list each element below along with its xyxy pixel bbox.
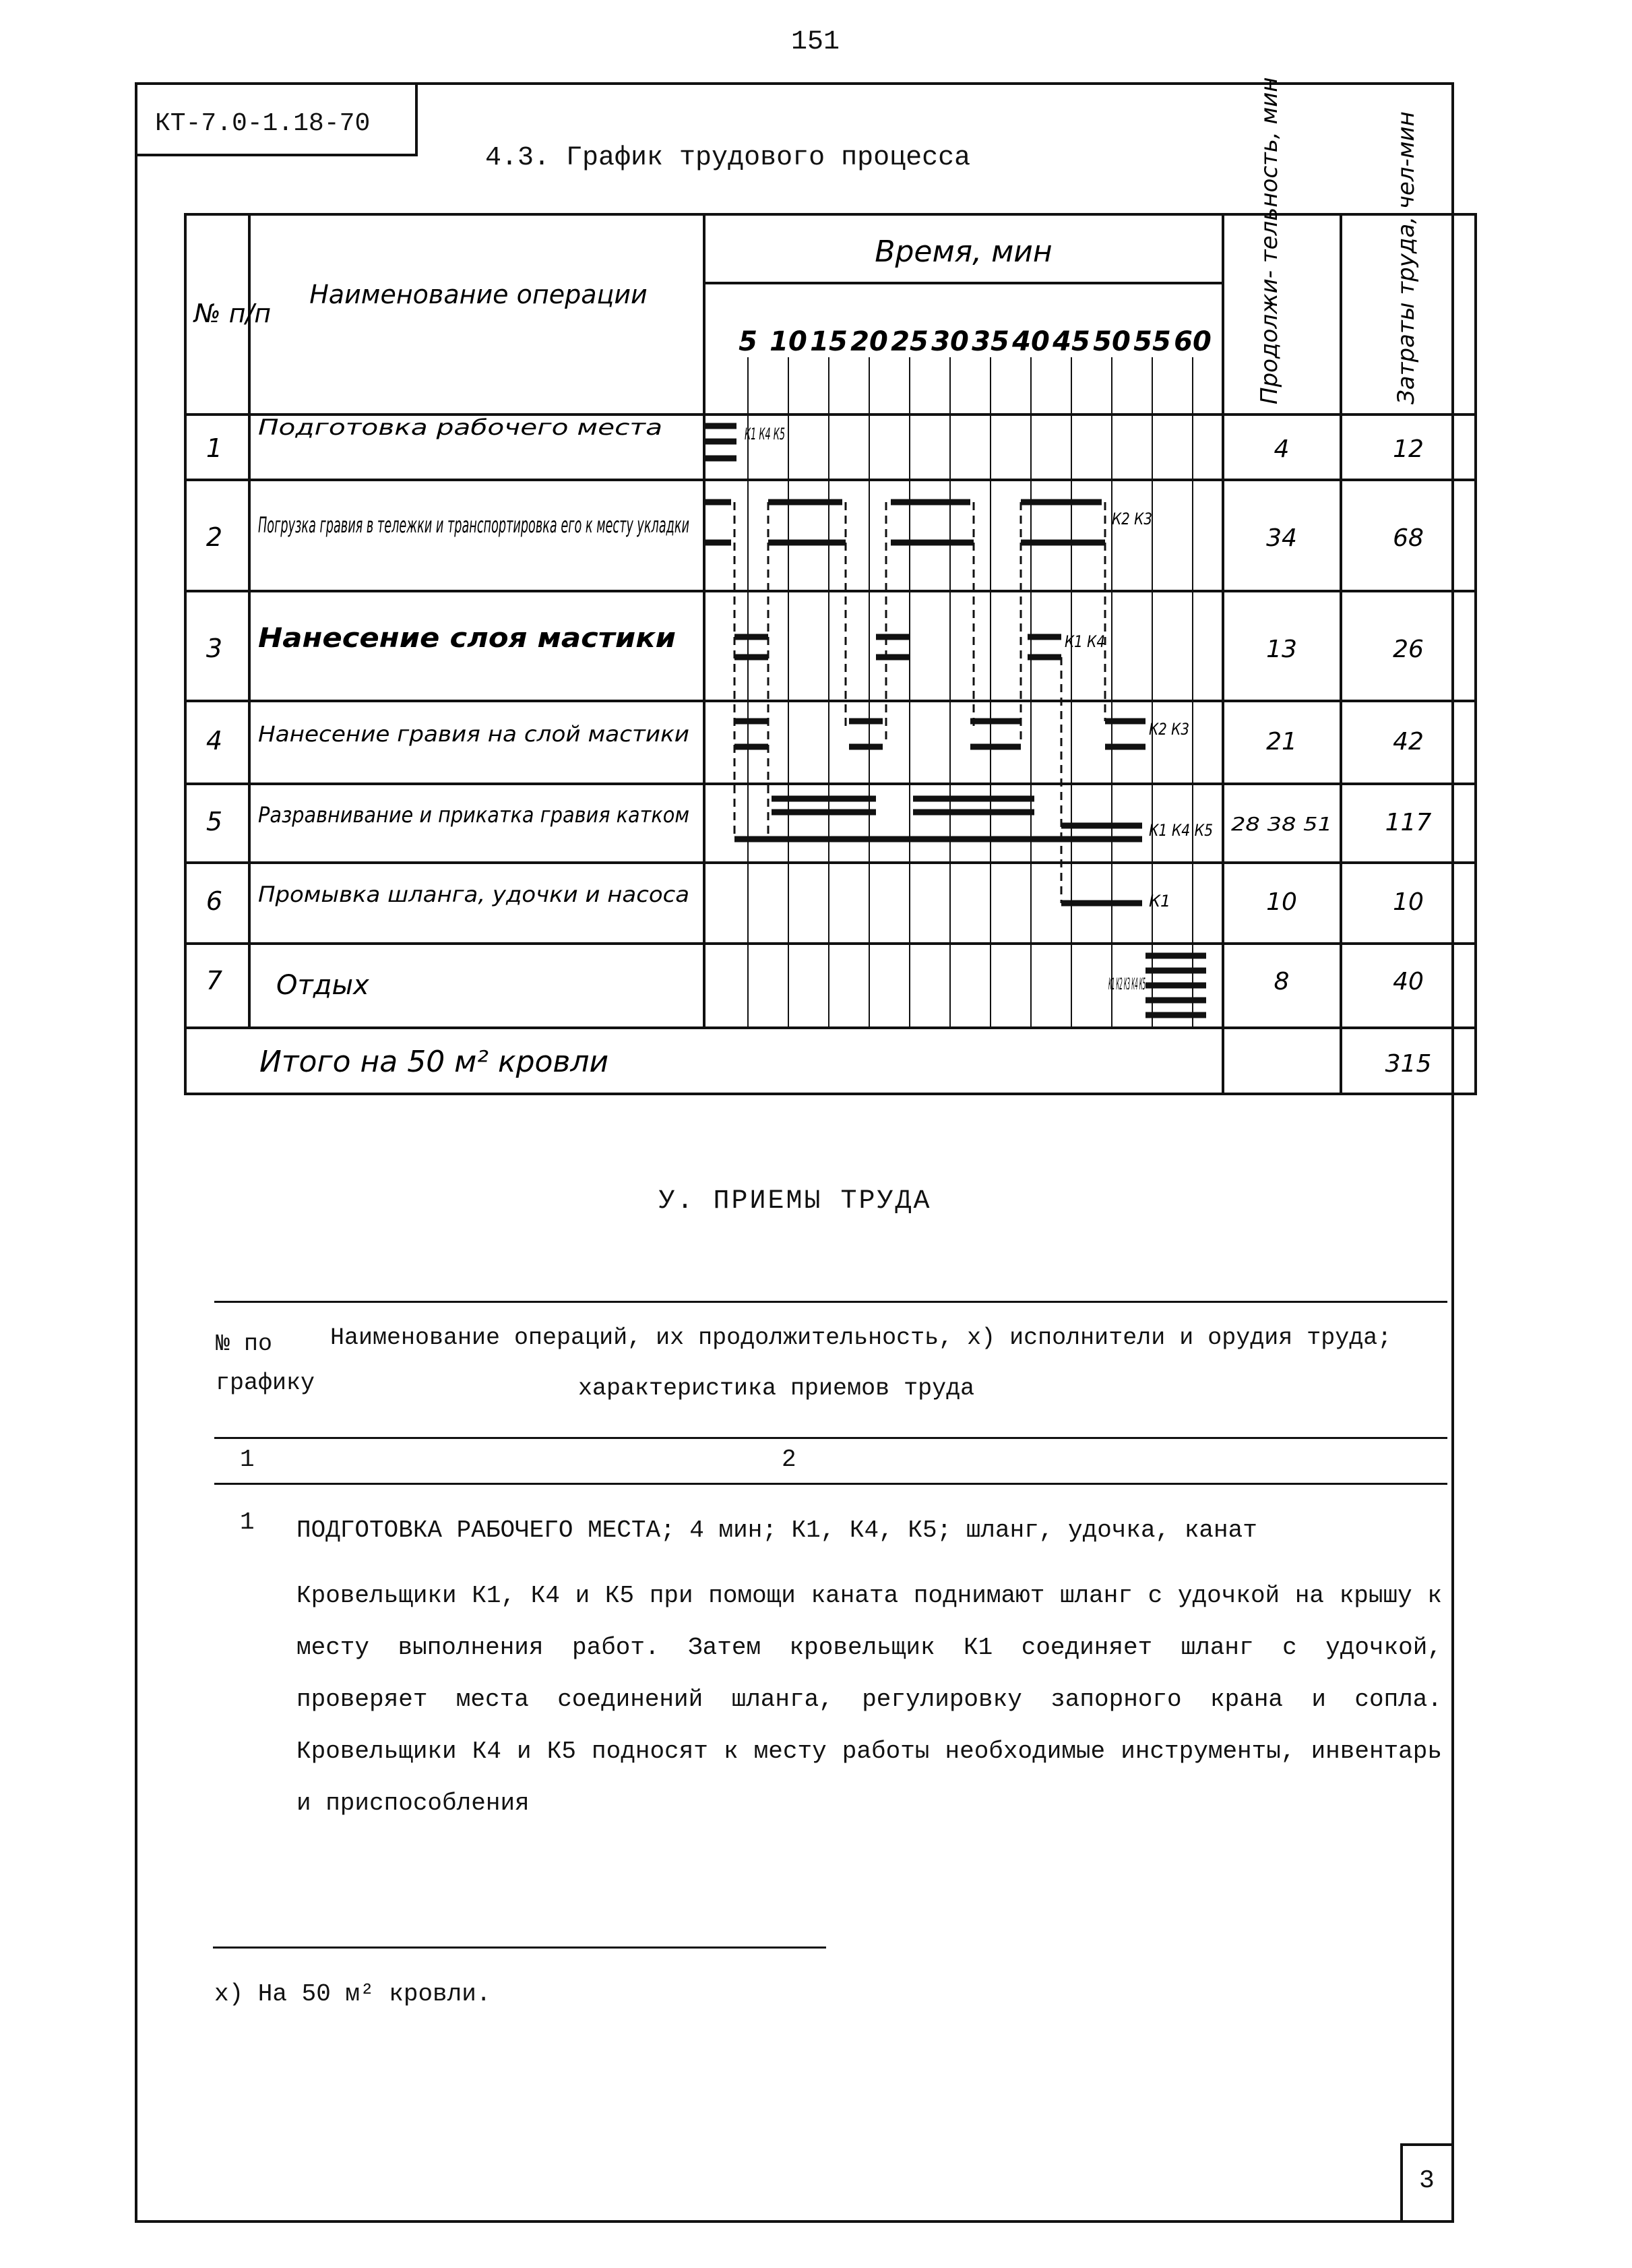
row-number: 1 <box>206 433 223 463</box>
labor-value: 68 <box>1393 524 1424 552</box>
total-label: Итого на 50 м² кровли <box>259 1045 609 1079</box>
time-tick: 35 <box>972 326 1009 357</box>
col-time-header: Время, мин <box>875 235 1053 269</box>
col-duration-header: Продолжи- тельность, мин <box>1256 77 1283 404</box>
row-number: 5 <box>206 807 223 836</box>
operation-name: Промывка шланга, удочки и насоса <box>258 882 689 907</box>
duration-value: 10 <box>1266 888 1297 916</box>
col-index-2: 2 <box>782 1446 796 1473</box>
time-tick: 15 <box>810 326 848 357</box>
row-number: 7 <box>206 966 223 995</box>
labor-value: 40 <box>1393 968 1424 995</box>
time-tick: 20 <box>850 326 888 357</box>
operation-name: Отдых <box>276 970 369 1001</box>
time-tick: 55 <box>1133 326 1171 357</box>
table-rule <box>214 1483 1447 1485</box>
section-title: 4.3. График трудового процесса <box>485 143 971 173</box>
time-tick: 45 <box>1053 326 1090 357</box>
method-row-title: ПОДГОТОВКА РАБОЧЕГО МЕСТА; 4 мин; К1, К4, К5; шланг, удочка, канат <box>296 1516 1257 1544</box>
col-operations-header: Наименование операций, их продолжительность, x) исполнители и орудия труда; <box>330 1324 1392 1351</box>
labor-methods-heading: У. ПРИЕМЫ ТРУДА <box>658 1186 932 1217</box>
duration-value: 21 <box>1266 728 1297 756</box>
operation-name: Погрузка гравия в тележки и транспортировка его к месту укладки <box>258 512 689 538</box>
col-index-1: 1 <box>240 1446 255 1473</box>
duration-value: 4 <box>1274 435 1290 463</box>
total-labor: 315 <box>1385 1050 1432 1078</box>
footnote-divider <box>213 1947 826 1949</box>
time-tick: 50 <box>1093 326 1131 357</box>
labor-value: 26 <box>1393 636 1424 663</box>
time-tick: 5 <box>739 326 757 357</box>
col-name-header: Наименование операции <box>309 280 648 309</box>
operation-name: Нанесение гравия на слой мастики <box>258 721 689 747</box>
time-tick: 10 <box>770 326 807 357</box>
worker-label: К1 К4 К5 <box>745 425 785 443</box>
worker-label: К2 К3 <box>1112 510 1152 528</box>
time-tick: 60 <box>1174 326 1212 357</box>
operation-name: Подготовка рабочего места <box>258 415 662 440</box>
time-tick: 30 <box>931 326 969 357</box>
col-no-header: № п/п <box>194 299 272 328</box>
document-code: КТ-7.0-1.18-70 <box>135 82 418 156</box>
labor-value: 10 <box>1393 888 1424 916</box>
labor-value: 42 <box>1393 728 1424 756</box>
row-number: 2 <box>206 522 223 552</box>
footnote: x) На 50 м² кровли. <box>214 1980 491 2008</box>
duration-value: 8 <box>1274 968 1290 995</box>
gantt-transitions <box>734 502 1105 903</box>
page-number: 151 <box>790 27 840 57</box>
operation-name: Нанесение слоя мастики <box>258 623 676 654</box>
time-tick: 25 <box>891 326 929 357</box>
table-rule <box>214 1301 1447 1303</box>
col-number-header: № по графику <box>216 1330 315 1397</box>
row-number: 3 <box>206 634 223 663</box>
time-tick: 40 <box>1012 326 1050 357</box>
duration-value: 28 38 51 <box>1231 813 1332 835</box>
operation-name: Разравнивание и прикатка гравия катком <box>258 802 689 828</box>
labor-value: 12 <box>1393 435 1424 463</box>
row-number: 6 <box>206 886 223 916</box>
method-row-number: 1 <box>240 1508 255 1536</box>
worker-label: К1 <box>1149 892 1171 911</box>
worker-label: К1 К4 <box>1065 632 1105 651</box>
method-row-text: Кровельщики К1, К4 и К5 при помощи каната поднимают шланг с удочкой на крышу к месту выполнения работ. Затем кровельщик К1 соединяет шланг с удочкой, проверяет места соединений шланга, регулировку запорного крана и сопла. Кровельщики К4 и К5 подносят к месту работы необходимые инструменты, инвентарь и приспособления <box>296 1582 1442 1817</box>
sheet-number: 3 <box>1400 2143 1454 2223</box>
worker-label: К2 К3 <box>1149 720 1189 739</box>
table-rule <box>214 1437 1447 1439</box>
duration-value: 34 <box>1266 524 1297 552</box>
row-number: 4 <box>206 726 223 756</box>
col-operations-header-2: характеристика приемов труда <box>578 1375 975 1402</box>
worker-label: К1 К2 К3 К4 К5 <box>1108 975 1145 993</box>
col-labor-header: Затраты труда, чел-мин <box>1393 111 1420 404</box>
duration-value: 13 <box>1266 636 1297 663</box>
worker-label: К1 К4 К5 <box>1149 821 1213 840</box>
labor-value: 117 <box>1385 809 1432 836</box>
method-row-body <box>296 1504 1442 1829</box>
